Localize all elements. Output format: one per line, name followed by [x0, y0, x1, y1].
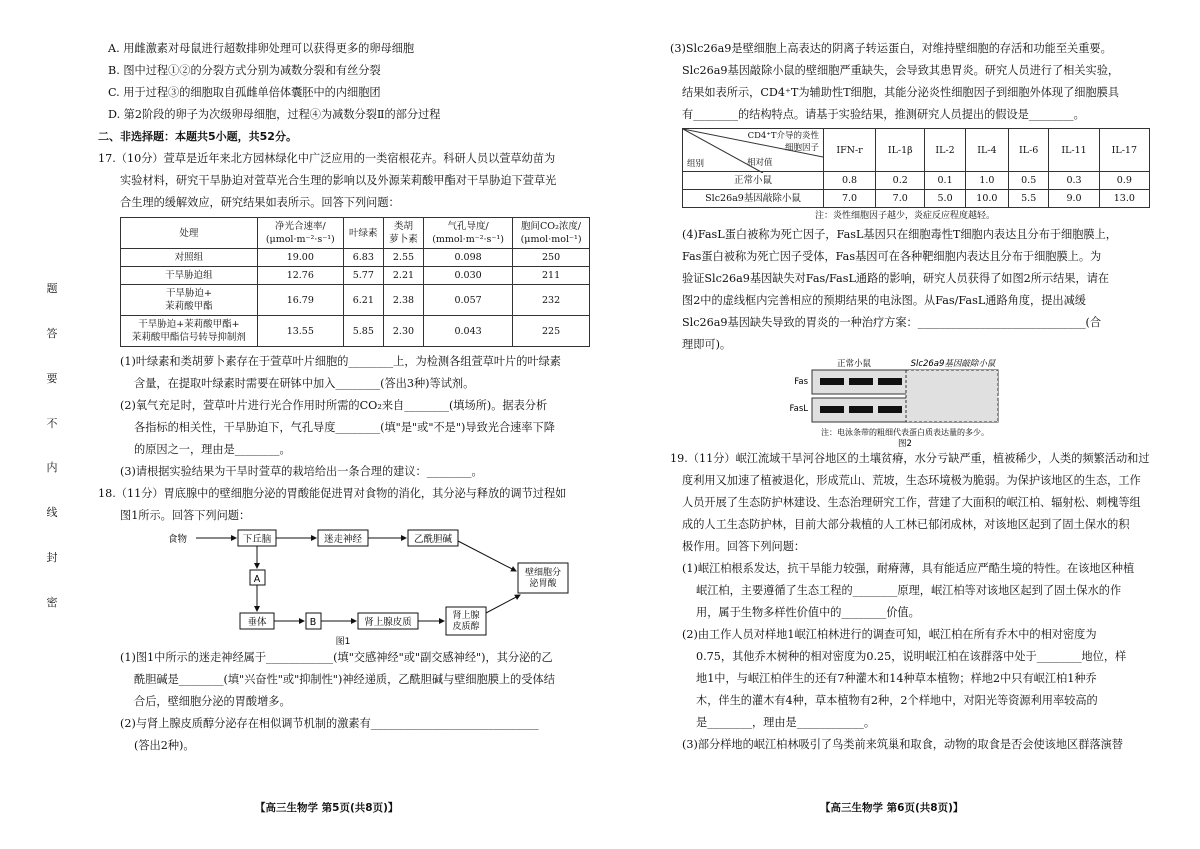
- option-d: D. 第2阶段的卵子为次级卵母细胞，过程④为减数分裂Ⅱ的部分过程: [108, 108, 441, 121]
- right-column: [660, 38, 1150, 756]
- table-row: [683, 172, 1150, 190]
- table-cell: 12.76: [257, 267, 343, 285]
- table-cell: 19.00: [257, 249, 343, 267]
- q17-part3: (3)请根据实验结果为干旱时萱草的栽培给出一条合理的建议：________。: [120, 465, 483, 478]
- table-row: [121, 285, 590, 316]
- table-row: [683, 190, 1150, 208]
- q18-part1: (1)图1中所示的迷走神经属于____________(填"交感神经"或"副交感神经")，其分泌的乙: [120, 651, 553, 664]
- binding-char: 封: [46, 551, 58, 565]
- fig2-fasl-band: [878, 406, 902, 413]
- table-header: 类胡 萝卜素: [383, 218, 423, 249]
- q17-stem: 合生理的缓解效应，研究结果如表所示。回答下列问题：: [120, 196, 400, 209]
- binding-char: 线: [46, 506, 58, 520]
- q19-part2: (2)由工作人员对样地1岷江柏林进行的调查可知，岷江柏在所有乔木中的相对密度为: [682, 628, 1097, 641]
- table-cell: 2.55: [383, 249, 423, 267]
- q18-part4: Fas蛋白被称为死亡因子受体，Fas基因可在各种靶细胞内表达且分布于细胞膜上。为: [682, 250, 1102, 263]
- fig2-fas-label: Fas: [794, 377, 808, 387]
- table-cell: 250: [513, 249, 590, 267]
- table-cell: 5.85: [343, 316, 383, 347]
- table-cell: 7.0: [876, 190, 925, 208]
- footer-right: 【高三生物学 第6页(共8页)】: [820, 802, 964, 814]
- table-cell: 6.83: [343, 249, 383, 267]
- footer-left: 【高三生物学 第5页(共8页)】: [255, 802, 399, 814]
- table-header: IL-6: [1009, 129, 1049, 172]
- table-cell: 211: [513, 267, 590, 285]
- table-cell: 225: [513, 316, 590, 347]
- fig1-parietal: 壁细胞分泌胃酸: [524, 568, 562, 589]
- table-cell: 9.0: [1049, 190, 1099, 208]
- table-cell: 6.21: [343, 285, 383, 316]
- table-cell: 5.5: [1009, 190, 1049, 208]
- q18-part1: 酰胆碱是________(填"兴奋性"或"抑制性")神经递质，乙酰胆碱与壁细胞膜上的受体结: [134, 673, 555, 686]
- q17-part2: (2)氧气充足时，萱草叶片进行光合作用时所需的CO₂来自________(填场所)。据表分析: [120, 399, 548, 412]
- q17-part1: (1)叶绿素和类胡萝卜素存在于萱草叶片细胞的________上，为检测各组萱草叶片的叶绿素: [120, 355, 561, 368]
- left-column: [98, 38, 590, 757]
- corner-label: 细胞因子: [784, 143, 819, 153]
- table-cell: 13.0: [1099, 190, 1149, 208]
- table-cell: 5.0: [925, 190, 965, 208]
- table-cell: 正常小鼠: [683, 172, 824, 190]
- figure2-electrophoresis: [660, 356, 1150, 448]
- table-cell: Slc26a9基因敲除小鼠: [683, 190, 824, 208]
- table-cell: 对照组: [121, 249, 258, 267]
- table-cell: 0.043: [424, 316, 513, 347]
- table-cell: 7.0: [824, 190, 876, 208]
- q19-part2: 地1中，与岷江柏伴生的还有7种灌木和14种草本植物；样地2中只有岷江柏1种乔: [696, 672, 1097, 685]
- table-cell: 0.3: [1049, 172, 1099, 190]
- fig2-fas-band: [878, 378, 902, 385]
- q19-stem: 人员开展了生态防护林建设、生态治理研究工作，营建了大面积的岷江柏、辐射松、刺槐等组: [682, 496, 1141, 509]
- table-header: 胞间CO₂浓度/ (μmol·mol⁻¹): [513, 218, 590, 249]
- q17-stem: 17.（10分）萱草是近年来北方园林绿化中广泛应用的一类宿根花卉。科研人员以萱草幼苗为: [98, 152, 556, 165]
- q18-part4: 图2中的虚线框内完善相应的预期结果的电泳图。从Fas/FasL通路角度，提出减缓: [682, 294, 1086, 307]
- corner-label: CD4⁺T介导的炎性: [747, 131, 819, 141]
- q18-part4: Slc26a9基因缺失导致的胃炎的一种治疗方案：______________________________(合: [682, 316, 1102, 329]
- q19-stem: 度利用又加速了植被退化，形成荒山、荒坡，生态环境极为脆弱。为保护该地区的生态，工作: [682, 474, 1141, 487]
- table-cell: 干旱胁迫+茉莉酸甲酯+ 茉莉酸甲酯信号转导抑制剂: [121, 316, 258, 347]
- option-a: A. 用雌激素对母鼠进行超数排卵处理可以获得更多的卵母细胞: [108, 42, 415, 55]
- table-header: IL-1β: [876, 129, 925, 172]
- q18-table: [682, 128, 1150, 208]
- fig2-fasl-band: [849, 406, 873, 413]
- q18-part3: 有________的结构特点。请基于实验结果，推测研究人员提出的假设是________。: [682, 108, 1085, 121]
- q18-part3: 结果如表所示，CD4⁺T为辅助性T细胞，其能分泌炎性细胞因子到细胞外体现了细胞膜具: [682, 86, 1120, 99]
- q17-table: [120, 217, 590, 347]
- table-cell: 16.79: [257, 285, 343, 316]
- table-header: 气孔导度/ (mmol·m⁻²·s⁻¹): [424, 218, 513, 249]
- binding-char: 要: [46, 371, 58, 385]
- table-header: 叶绿素: [343, 218, 383, 249]
- table-header-row: [121, 218, 590, 249]
- fig2-normal-label: 正常小鼠: [836, 359, 872, 369]
- table-cell: 2.21: [383, 267, 423, 285]
- q19-part3: (3)部分样地的岷江柏林吸引了鸟类前来筑巢和取食，动物的取食是否会使该地区群落演替: [682, 738, 1123, 751]
- table-cell: 232: [513, 285, 590, 316]
- q19-part1: (1)岷江柏根系发达，抗干旱能力较强，耐瘠薄，具有能适应严酷生境的特性。在该地区种植: [682, 562, 1135, 575]
- fig2-fas-band: [849, 378, 873, 385]
- q18-part4: 理即可)。: [682, 338, 732, 351]
- fig1-caption: 图1: [335, 637, 351, 647]
- table-header: IFN-r: [824, 129, 876, 172]
- binding-char: 题: [46, 282, 58, 295]
- q18-stem: 图1所示。回答下列问题：: [120, 509, 251, 522]
- q18-part3: (3)Slc26a9是壁细胞上高表达的阴离子转运蛋白，对维持壁细胞的存活和功能至关重要。: [670, 42, 1112, 55]
- q17-part2: 各指标的相关性，干旱胁迫下，气孔导度________(填"是"或"不是")导致光合速率下降: [134, 421, 555, 434]
- fig2-note: 注：电泳条带的粗细代表蛋白质表达量的多少。: [821, 428, 989, 437]
- q17-stem: 实验材料，研究干旱胁迫对萱草光合生理的影响以及外源茉莉酸甲酯对干旱胁迫下萱草光: [120, 174, 557, 187]
- table-header-row: [683, 129, 1150, 172]
- table-header: IL-17: [1099, 129, 1149, 172]
- fig2-dashed-answer-box: [906, 370, 998, 422]
- table-cell: 2.38: [383, 285, 423, 316]
- q19-stem: 成的人工生态防护林，目前大部分栽植的人工林已郁闭成林，对该地区起到了固土保水的积: [682, 518, 1130, 531]
- table-cell: 2.30: [383, 316, 423, 347]
- table-cell: 0.8: [824, 172, 876, 190]
- section-heading: 二、非选择题：本题共5小题，共52分。: [98, 130, 297, 143]
- q19-part1: 岷江柏，主要遵循了生态工程的________原理，岷江柏等对该地区起到了固土保水的作: [696, 584, 1122, 597]
- fig2-fasl-band: [820, 406, 844, 413]
- fig2-knockout-label: Slc26a9基因敲除小鼠: [910, 359, 996, 369]
- table-cell: 13.55: [257, 316, 343, 347]
- table-cell: 10.0: [965, 190, 1008, 208]
- option-b: B. 图中过程①②的分裂方式分别为减数分裂和有丝分裂: [108, 64, 381, 77]
- fig1-ach: 乙酰胆碱: [413, 534, 453, 545]
- fig2-fas-band: [820, 378, 844, 385]
- table-cell: 0.057: [424, 285, 513, 316]
- fig1-a: A: [253, 574, 261, 585]
- table-cell: 干旱胁迫+ 茉莉酸甲酯: [121, 285, 258, 316]
- table-cell: 0.098: [424, 249, 513, 267]
- figure1-flowchart: [120, 527, 590, 647]
- corner-label: 相对值: [747, 158, 773, 168]
- fig1-b: B: [309, 617, 317, 628]
- fig2-fasl-label: FasL: [789, 404, 808, 414]
- table-cell: 干旱胁迫组: [121, 267, 258, 285]
- fig1-hypothalamus: 下丘脑: [242, 534, 272, 545]
- q18-stem: 18.（11分）胃底腺中的壁细胞分泌的胃酸能促进胃对食物的消化，其分泌与释放的调节过程如: [98, 487, 567, 500]
- table-header: IL-2: [925, 129, 965, 172]
- q19-part2: 是________，理由是____________。: [696, 716, 876, 729]
- binding-char: 不: [46, 416, 58, 430]
- q18-part2: (2)与肾上腺皮质醇分泌存在相似调节机制的激素有______________________________: [120, 717, 539, 730]
- fig1-cortisol: 肾上腺皮质醇: [452, 611, 480, 632]
- fig1-adrenal-cortex: 肾上腺皮质: [364, 617, 412, 628]
- q18-part3: Slc26a9基因敲除小鼠的壁细胞严重缺失，会导致其患胃炎。研究人员进行了相关实验，: [682, 64, 1120, 77]
- fig1-pituitary: 垂体: [247, 617, 267, 628]
- fig1-food: 食物: [168, 534, 188, 545]
- table-cell: 0.1: [925, 172, 965, 190]
- table-cell: 0.2: [876, 172, 925, 190]
- binding-char: 答: [46, 326, 58, 340]
- binding-char: 密: [46, 595, 58, 609]
- table-cell: 0.030: [424, 267, 513, 285]
- q18-part4: 验证Slc26a9基因缺失对Fas/FasL通路的影响，研究人员获得了如图2所示结果，请在: [682, 272, 1110, 285]
- option-c: C. 用于过程③的细胞取自孤雌单倍体囊胚中的内细胞团: [108, 86, 381, 99]
- table-corner: [683, 129, 824, 172]
- binding-margin: [40, 280, 64, 610]
- table-row: [121, 249, 590, 267]
- table-cell: 0.5: [1009, 172, 1049, 190]
- q18-part2: (答出2种)。: [134, 739, 195, 752]
- fig1-vagus: 迷走神经: [323, 534, 363, 545]
- q19-part2: 0.75，其他乔木树种的相对密度为0.25，说明岷江柏在该群落中处于________地位，样: [696, 650, 1127, 663]
- table-note: 注：炎性细胞因子越少，炎症反应程度越轻。: [814, 211, 995, 221]
- table-header: IL-11: [1049, 129, 1099, 172]
- q18-part4: (4)FasL蛋白被称为死亡因子，FasL基因只在细胞毒性T细胞内表达且分布于细胞膜上，: [682, 228, 1117, 241]
- q18-part1: 合后，壁细胞分泌的胃酸增多。: [134, 695, 291, 708]
- fig2-caption: 图2: [898, 439, 912, 448]
- table-header: 净光合速率/ (μmol·m⁻²·s⁻¹): [257, 218, 343, 249]
- table-cell: 5.77: [343, 267, 383, 285]
- table-header: 处理: [121, 218, 258, 249]
- q17-part2: 的原因之一，理由是________。: [134, 443, 291, 456]
- table-header: IL-4: [965, 129, 1008, 172]
- corner-label: 组别: [687, 159, 705, 169]
- q17-part1: 含量，在提取叶绿素时需要在研钵中加入________(答出3种)等试剂。: [134, 377, 475, 390]
- table-cell: 0.9: [1099, 172, 1149, 190]
- q19-part1: 用，属于生物多样性价值中的________价值。: [696, 606, 920, 619]
- q19-stem: 极作用。回答下列问题：: [682, 540, 806, 553]
- table-cell: 1.0: [965, 172, 1008, 190]
- binding-char: 内: [46, 461, 58, 475]
- table-row: [121, 267, 590, 285]
- q19-stem: 19.（11分）岷江流域干旱河谷地区的土壤贫瘠，水分亏缺严重，植被稀少，人类的频繁活动和过: [670, 452, 1150, 465]
- q19-part2: 木，伴生的灌木有4种，草本植物有2种，2个样地中，对阳光等资源利用率较高的: [696, 694, 1098, 707]
- table-row: [121, 316, 590, 347]
